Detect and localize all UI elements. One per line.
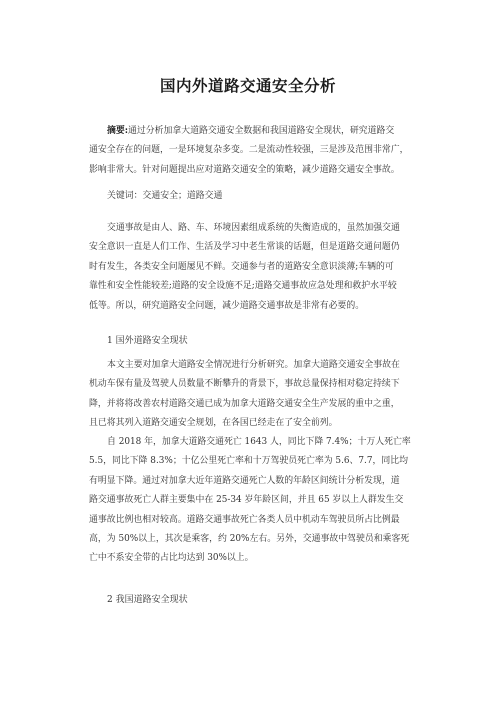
document-title: 国内外道路交通安全分析: [159, 77, 336, 95]
abstract: [89, 122, 439, 180]
paragraph-line: 高，为 50%以上，其次是乘客，约 20%左右。另外，交通事故中驾驶员和乘客死: [89, 533, 410, 544]
paragraph-line: 低等。所以，研究道路安全问题，减少道路交通事故是非常有必要的。: [89, 300, 365, 311]
paragraph-line: 本文主要对加拿大道路安全情况进行分析研究。加拿大道路交通安全事故在: [107, 360, 400, 370]
abstract-line: [89, 122, 439, 141]
paragraph-line: 交通事故是由人、路、车、环境因素组成系统的失衡造成的，虽然加强交通: [107, 223, 400, 233]
abstract-line: 通安全存在的问题，一是环境复杂多变。二是流动性较强，三是涉及范围非常广，: [89, 145, 409, 156]
paragraph-line: 亡中不系安全带的占比均达到 30%以上。: [89, 553, 254, 564]
keywords: [89, 187, 439, 206]
abstract-label: 摘要:: [107, 126, 129, 136]
paragraph-line: 时有发生，各类安全问题屡见不鲜。交通参与者的道路安全意识淡薄;车辆的可: [89, 261, 394, 272]
paragraph-line: 路交通事故死亡人群主要集中在 25-34 岁年龄区间，并且 65 岁以上人群发生交: [89, 495, 404, 506]
paragraph-line: 机动车保有量及驾驶人员数量不断攀升的背景下，事故总量保持相对稳定持续下: [89, 379, 400, 390]
intro-paragraph: [89, 219, 439, 316]
paragraph-line: 自 2018 年，加拿大道路交通死亡 1643 人，同比下降 7.4%；十万人死亡率: [107, 437, 411, 447]
paragraph-line: 靠性和安全性能较差;道路的安全设施不足;道路交通事故应急处理和救护水平较: [89, 281, 397, 292]
paragraph-line: 且已将其列入道路交通安全规划，在各国已经走在了安全前列。: [89, 418, 338, 429]
paragraph-line: 通事故比例也相对较高。道路交通事故死亡各类人员中机动车驾驶员所占比例最: [89, 514, 400, 525]
keywords-line: 关键词：交通安全；道路交通: [107, 191, 223, 201]
paragraph-line: 有明显下降。通过对加拿大近年道路交通死亡人数的年龄区间统计分析发现，道: [89, 475, 400, 486]
section1-paragraph-1: [89, 356, 439, 434]
section-heading-2: 2 我国道路安全现状: [107, 595, 188, 605]
abstract-text: 通过分析加拿大道路交通安全数据和我国道路安全现状，研究道路交: [128, 126, 395, 136]
paragraph-line: 安全意识一直是人们工作、生活及学习中老生常谈的话题，但是道路交通问题仍: [89, 242, 400, 253]
abstract-line: 影响非常大。针对问题提出应对道路交通安全的策略，减少道路交通安全事故。: [89, 164, 400, 175]
paragraph-line: 5.5，同比下降 8.3%；十亿公里死亡率和十万驾驶员死亡率为 5.6、7.7，同比均: [89, 456, 409, 467]
section1-paragraph-2: [89, 433, 439, 569]
section-heading-1: 1 国外道路安全现状: [107, 336, 188, 346]
paragraph-line: 降，并将将改善农村道路交通已成为加拿大道路交通安全生产发展的重中之重，: [89, 398, 400, 409]
